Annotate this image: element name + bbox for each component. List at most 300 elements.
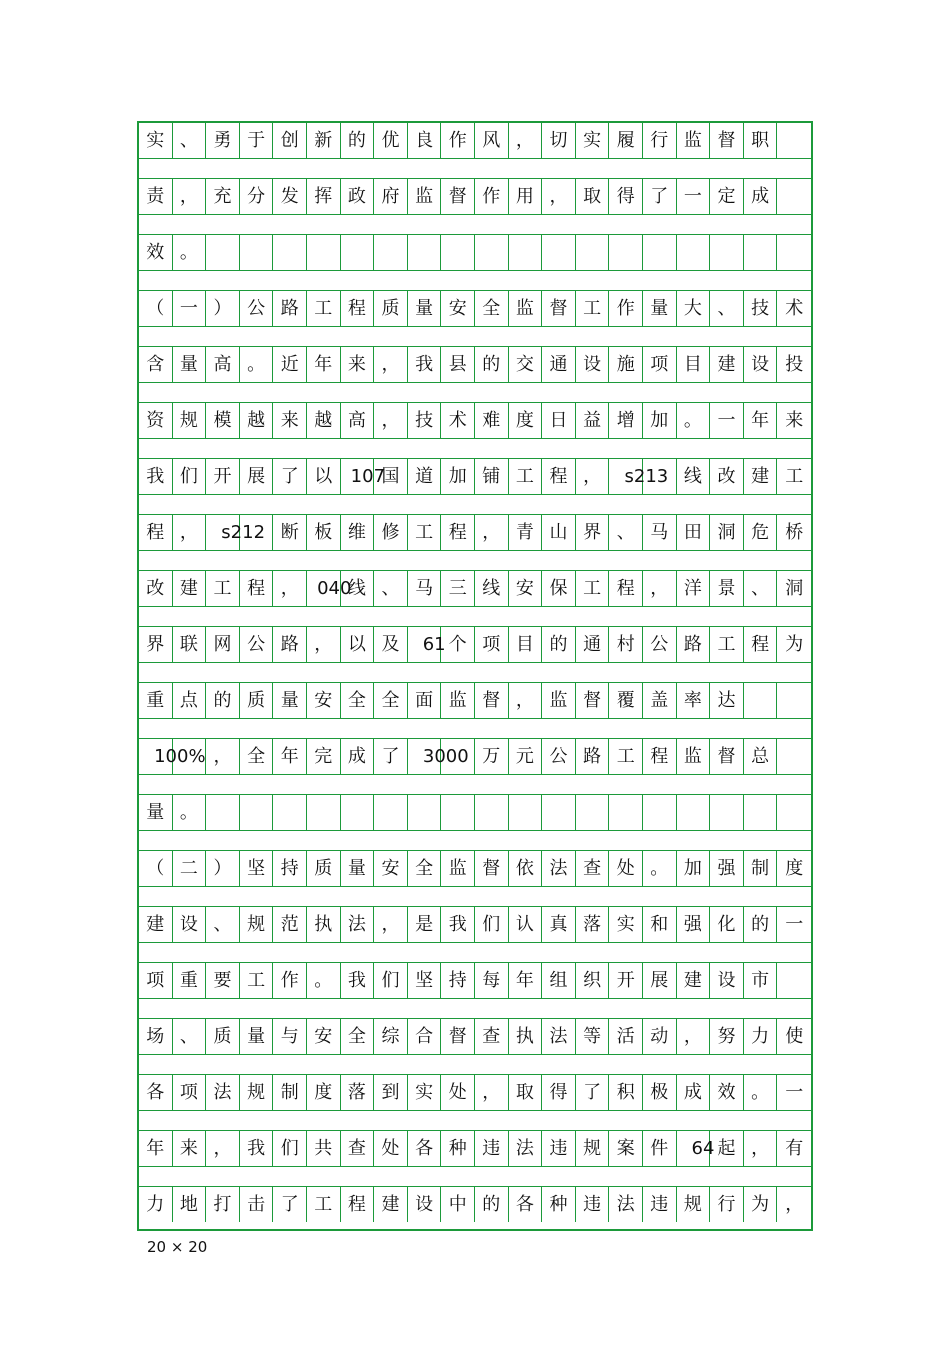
cell-text: 综	[381, 1026, 400, 1047]
cell-text: 程	[751, 634, 770, 655]
cell-text: 工	[213, 578, 232, 599]
grid-cell	[408, 459, 442, 494]
cell-text: 以	[314, 466, 333, 487]
grid-cell	[542, 571, 576, 606]
cell-text: 设	[179, 914, 198, 935]
grid-cell	[677, 627, 711, 662]
grid-cell	[139, 291, 173, 326]
grid-cell	[475, 123, 509, 158]
cell-text: 了	[280, 466, 299, 487]
grid-cell	[139, 907, 173, 942]
cell-text: 马	[415, 578, 434, 599]
cell-text: 61	[422, 634, 446, 655]
cell-text: 盖	[650, 690, 669, 711]
grid-cell	[576, 459, 610, 494]
cell-text: 安	[381, 858, 400, 879]
cell-text: 到	[381, 1082, 400, 1103]
grid-cell	[341, 179, 375, 214]
grid-cell	[542, 795, 576, 830]
cell-text: 风	[482, 130, 501, 151]
cell-text: 度	[314, 1082, 333, 1103]
grid-cell	[307, 907, 341, 942]
grid-cell	[408, 739, 469, 774]
cell-text: 。	[314, 970, 333, 991]
grid-cell	[341, 627, 375, 662]
grid-cell	[677, 347, 711, 382]
grid-cell	[542, 739, 576, 774]
grid-cell	[576, 179, 610, 214]
grid-cell	[206, 627, 240, 662]
cell-text: 目	[515, 634, 534, 655]
cell-text: 法	[515, 1138, 534, 1159]
cell-text: 、	[381, 578, 400, 599]
cell-text: 查	[347, 1138, 366, 1159]
cell-text: 努	[717, 1026, 736, 1047]
cell-text: 道	[415, 466, 434, 487]
cell-text: 强	[717, 858, 736, 879]
grid-cell	[677, 963, 711, 998]
grid-cell	[408, 235, 442, 270]
cell-text: 了	[583, 1082, 602, 1103]
grid-cell	[609, 1075, 643, 1110]
cell-text: 路	[683, 634, 702, 655]
grid-cell	[341, 739, 375, 774]
grid-cell	[576, 739, 610, 774]
grid-cell	[240, 1131, 274, 1166]
cell-text: 3000	[422, 746, 469, 767]
grid-cell	[643, 963, 677, 998]
grid-cell	[374, 1187, 408, 1222]
grid-cell	[374, 571, 408, 606]
cell-text: 为	[751, 1194, 770, 1215]
cell-text: 设	[415, 1194, 434, 1215]
cell-text: 量	[415, 298, 434, 319]
cell-text: s213	[624, 466, 669, 487]
cell-text: 坚	[415, 970, 434, 991]
cell-text: 处	[616, 858, 635, 879]
grid-cell	[139, 347, 173, 382]
cell-text: 建	[179, 578, 198, 599]
grid-cell	[206, 1075, 240, 1110]
cell-text: ，	[683, 1026, 702, 1047]
grid-cell	[173, 515, 207, 550]
cell-text: 等	[583, 1026, 602, 1047]
cell-text: 动	[650, 1026, 669, 1047]
grid-cell	[441, 1075, 475, 1110]
grid-cell	[609, 683, 643, 718]
cell-text: 线	[683, 466, 702, 487]
cell-text: 种	[448, 1138, 467, 1159]
cell-text: 我	[146, 466, 165, 487]
grid-cell	[240, 235, 274, 270]
cell-text: 洞	[717, 522, 736, 543]
cell-text: 日	[549, 410, 568, 431]
cell-text: 达	[717, 690, 736, 711]
cell-text: ，	[381, 914, 400, 935]
row-spacer	[139, 214, 811, 235]
cell-text: 模	[213, 410, 232, 431]
grid-cell	[609, 739, 643, 774]
grid-cell	[307, 963, 341, 998]
grid-cell	[206, 907, 240, 942]
cell-text: 施	[616, 354, 635, 375]
cell-text: 与	[280, 1026, 299, 1047]
cell-text: 违	[650, 1194, 669, 1215]
grid-cell	[576, 235, 610, 270]
grid-cell	[206, 347, 240, 382]
cell-text: 一	[683, 186, 702, 207]
cell-text: 成	[683, 1082, 702, 1103]
cell-text: ，	[650, 578, 669, 599]
cell-text: 要	[213, 970, 232, 991]
cell-text: 范	[280, 914, 299, 935]
cell-text: 展	[650, 970, 669, 991]
row-spacer	[139, 1166, 811, 1187]
grid-cell	[542, 459, 576, 494]
row-spacer	[139, 326, 811, 347]
grid-cell	[509, 347, 543, 382]
grid-cell	[777, 179, 811, 214]
grid-cell	[307, 1019, 341, 1054]
cell-text: 术	[785, 298, 804, 319]
cell-text: 及	[381, 634, 400, 655]
grid-row	[139, 291, 811, 326]
grid-cell	[307, 627, 341, 662]
cell-text: 设	[751, 354, 770, 375]
cell-text: 高	[347, 410, 366, 431]
cell-text: ，	[213, 1138, 232, 1159]
grid-cell	[173, 907, 207, 942]
grid-cell	[173, 123, 207, 158]
grid-cell	[273, 1075, 307, 1110]
grid-cell	[542, 123, 576, 158]
cell-text: 得	[549, 1082, 568, 1103]
grid-cell	[441, 291, 475, 326]
cell-text: 、	[616, 522, 635, 543]
grid-cell	[475, 739, 509, 774]
grid-cell	[206, 515, 266, 550]
cell-text: 查	[583, 858, 602, 879]
grid-cell	[273, 403, 307, 438]
cell-text: 。	[683, 410, 702, 431]
grid-cell	[643, 683, 677, 718]
grid-cell	[509, 963, 543, 998]
grid-cell	[576, 515, 610, 550]
grid-cell	[408, 515, 442, 550]
grid-cell	[273, 907, 307, 942]
cell-text: 定	[717, 186, 736, 207]
grid-cell	[273, 123, 307, 158]
grid-cell	[139, 627, 173, 662]
cell-text: 种	[549, 1194, 568, 1215]
cell-text: 质	[381, 298, 400, 319]
grid-cell	[744, 1075, 778, 1110]
grid-cell	[307, 1131, 341, 1166]
grid-cell	[509, 739, 543, 774]
cell-text: 规	[179, 410, 198, 431]
grid-cell	[744, 1131, 778, 1166]
grid-cell	[576, 1187, 610, 1222]
cell-text: 国	[381, 466, 400, 487]
grid-cell	[173, 291, 207, 326]
grid-cell	[710, 123, 744, 158]
cell-text: 年	[146, 1138, 165, 1159]
cell-text: 、	[179, 1026, 198, 1047]
grid-cell	[609, 963, 643, 998]
grid-cell	[710, 179, 744, 214]
cell-text: 洞	[785, 578, 804, 599]
grid-cell	[643, 403, 677, 438]
grid-cell	[509, 851, 543, 886]
grid-cell	[542, 179, 576, 214]
cell-text: 桥	[785, 522, 804, 543]
cell-text: 以	[347, 634, 366, 655]
grid-cell	[710, 291, 744, 326]
cell-text: 二	[179, 858, 198, 879]
cell-text: 。	[179, 242, 198, 263]
grid-cell	[206, 571, 240, 606]
row-spacer	[139, 158, 811, 179]
grid-cell	[408, 179, 442, 214]
grid-cell	[341, 123, 375, 158]
cell-text: 各	[415, 1138, 434, 1159]
grid-cell	[341, 1187, 375, 1222]
grid-cell	[273, 459, 307, 494]
grid-cell	[576, 571, 610, 606]
grid-cell	[710, 963, 744, 998]
grid-cell	[643, 347, 677, 382]
cell-text: 督	[583, 690, 602, 711]
cell-text: 量	[179, 354, 198, 375]
cell-text: 法	[213, 1082, 232, 1103]
cell-text: 的	[549, 634, 568, 655]
cell-text: 质	[247, 690, 266, 711]
cell-text: 府	[381, 186, 400, 207]
cell-text: 度	[515, 410, 534, 431]
grid-cell	[777, 403, 811, 438]
grid-cell	[240, 403, 274, 438]
cell-text: 项	[146, 970, 165, 991]
grid-cell	[173, 179, 207, 214]
grid-cell	[744, 795, 778, 830]
cell-text: 了	[650, 186, 669, 207]
cell-text: 铺	[482, 466, 501, 487]
cell-text: 了	[381, 746, 400, 767]
grid-row	[139, 907, 811, 942]
cell-text: ）	[213, 298, 232, 319]
cell-text: 行	[650, 130, 669, 151]
grid-cell	[576, 683, 610, 718]
cell-text: 使	[785, 1026, 804, 1047]
cell-text: ）	[213, 858, 232, 879]
grid-cell	[307, 571, 352, 606]
cell-text: 面	[415, 690, 434, 711]
grid-cell	[273, 1019, 307, 1054]
cell-text: ，	[213, 746, 232, 767]
cell-text: ，	[583, 466, 602, 487]
grid-cell	[710, 683, 744, 718]
grid-cell	[509, 459, 543, 494]
grid-cell	[173, 683, 207, 718]
grid-cell	[609, 291, 643, 326]
grid-cell	[374, 347, 408, 382]
cell-text: 起	[717, 1138, 736, 1159]
cell-text: ，	[482, 522, 501, 543]
cell-text: 制	[280, 1082, 299, 1103]
grid-cell	[408, 291, 442, 326]
cell-text: 取	[515, 1082, 534, 1103]
grid-cell	[240, 963, 274, 998]
cell-text: 安	[314, 1026, 333, 1047]
cell-text: 工	[717, 634, 736, 655]
cell-text: 大	[683, 298, 702, 319]
cell-text: 术	[448, 410, 467, 431]
cell-text: 高	[213, 354, 232, 375]
cell-text: 资	[146, 410, 165, 431]
grid-cell	[542, 627, 576, 662]
row-spacer	[139, 998, 811, 1019]
cell-text: 坚	[247, 858, 266, 879]
cell-text: 越	[247, 410, 266, 431]
cell-text: 。	[179, 802, 198, 823]
cell-text: 了	[280, 1194, 299, 1215]
grid-cell	[139, 179, 173, 214]
cell-text: 作	[448, 130, 467, 151]
grid-row	[139, 1075, 811, 1110]
grid-cell	[240, 739, 274, 774]
cell-text: 作	[280, 970, 299, 991]
grid-cell	[139, 795, 173, 830]
grid-cell	[609, 235, 643, 270]
cell-text: 违	[549, 1138, 568, 1159]
cell-text: 、	[179, 130, 198, 151]
grid-cell	[744, 963, 778, 998]
grid-cell	[341, 291, 375, 326]
cell-text: 全	[415, 858, 434, 879]
grid-row	[139, 123, 811, 158]
grid-cell	[139, 1075, 173, 1110]
grid-cell	[643, 1131, 677, 1166]
cell-text: 极	[650, 1082, 669, 1103]
grid-cell	[777, 291, 811, 326]
grid-cell	[273, 571, 307, 606]
cell-text: 法	[549, 858, 568, 879]
grid-cell	[273, 235, 307, 270]
grid-cell	[240, 851, 274, 886]
grid-cell	[475, 1187, 509, 1222]
cell-text: 每	[482, 970, 501, 991]
cell-text: 路	[583, 746, 602, 767]
cell-text: 开	[213, 466, 232, 487]
cell-text: 规	[583, 1138, 602, 1159]
cell-text: 修	[381, 522, 400, 543]
grid-cell	[475, 515, 509, 550]
cell-text: 完	[314, 746, 333, 767]
grid-cell	[441, 347, 475, 382]
cell-text: 程	[347, 1194, 366, 1215]
cell-text: 项	[179, 1082, 198, 1103]
manuscript-grid	[137, 121, 813, 1231]
cell-text: 工	[314, 1194, 333, 1215]
cell-text: 重	[146, 690, 165, 711]
grid-cell	[509, 1019, 543, 1054]
grid-cell	[408, 403, 442, 438]
grid-cell	[475, 795, 509, 830]
cell-text: 工	[247, 970, 266, 991]
cell-text: 实	[583, 130, 602, 151]
cell-text: 分	[247, 186, 266, 207]
row-spacer	[139, 662, 811, 683]
cell-text: 优	[381, 130, 400, 151]
grid-cell	[710, 1019, 744, 1054]
grid-cell	[542, 403, 576, 438]
cell-text: 监	[448, 690, 467, 711]
cell-text: 年	[515, 970, 534, 991]
cell-text: 成	[347, 746, 366, 767]
grid-cell	[139, 515, 173, 550]
grid-cell	[139, 963, 173, 998]
cell-text: 线	[482, 578, 501, 599]
grid-cell	[744, 347, 778, 382]
grid-cell	[240, 1187, 274, 1222]
grid-cell	[307, 459, 341, 494]
cell-text: 益	[583, 410, 602, 431]
cell-text: 效	[717, 1082, 736, 1103]
row-spacer	[139, 718, 811, 739]
cell-text: （	[146, 298, 165, 319]
grid-cell	[609, 515, 643, 550]
cell-text: 率	[683, 690, 702, 711]
grid-cell	[677, 1075, 711, 1110]
cell-text: 公	[247, 634, 266, 655]
grid-cell	[408, 1187, 442, 1222]
cell-text: 来	[347, 354, 366, 375]
cell-text: 们	[482, 914, 501, 935]
grid-cell	[643, 739, 677, 774]
cell-text: 责	[146, 186, 165, 207]
grid-cell	[777, 795, 811, 830]
cell-text: 项	[650, 354, 669, 375]
cell-text: 青	[515, 522, 534, 543]
grid-cell	[206, 683, 240, 718]
grid-cell	[576, 851, 610, 886]
cell-text: 建	[751, 466, 770, 487]
cell-text: 量	[280, 690, 299, 711]
grid-cell	[609, 1131, 643, 1166]
cell-text: 山	[549, 522, 568, 543]
cell-text: 联	[179, 634, 198, 655]
grid-cell	[542, 963, 576, 998]
grid-row	[139, 571, 811, 606]
cell-text: 质	[213, 1026, 232, 1047]
cell-text: 效	[146, 242, 165, 263]
grid-cell	[677, 179, 711, 214]
grid-cell	[374, 963, 408, 998]
cell-text: 田	[683, 522, 702, 543]
grid-cell	[206, 851, 240, 886]
grid-cell	[677, 683, 711, 718]
grid-cell	[273, 851, 307, 886]
grid-row	[139, 627, 811, 662]
cell-text: 路	[280, 298, 299, 319]
grid-cell	[710, 571, 744, 606]
grid-cell	[777, 1075, 811, 1110]
cell-text: 规	[247, 1082, 266, 1103]
grid-cell	[643, 1187, 677, 1222]
grid-cell	[273, 179, 307, 214]
cell-text: 击	[247, 1194, 266, 1215]
grid-cell	[240, 179, 274, 214]
